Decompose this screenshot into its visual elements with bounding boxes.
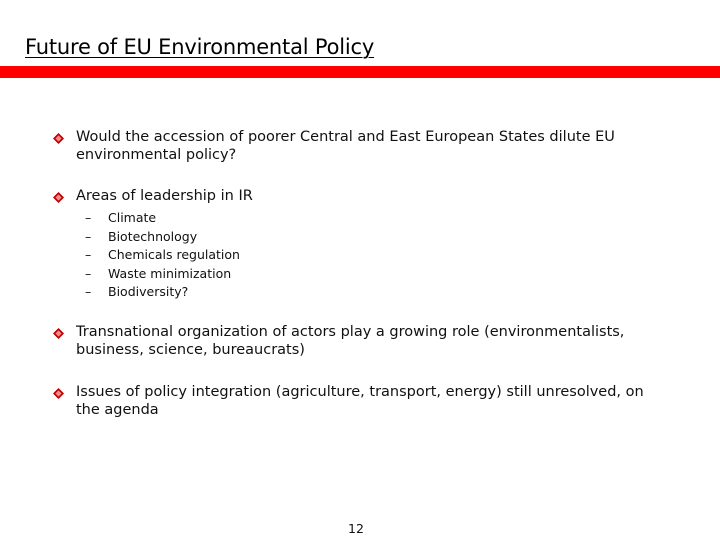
diamond-bullet-icon — [53, 388, 64, 399]
bullet-text: Transnational organization of actors play a growing role (environmentalists, business, science, bureaucrats) — [76, 324, 625, 358]
title-accent-bar — [0, 66, 720, 78]
sub-bullet-text: Chemicals regulation — [108, 247, 240, 262]
diamond-bullet-icon — [53, 328, 64, 339]
sub-bullet-text: Climate — [108, 210, 157, 225]
slide-title: Future of EU Environmental Policy — [25, 35, 375, 59]
dash-marker: – — [85, 247, 92, 262]
page-number: 12 — [348, 521, 364, 536]
dash-marker: – — [85, 265, 92, 281]
diamond-bullet-icon — [53, 133, 64, 144]
dash-marker: – — [85, 210, 92, 225]
diamond-bullet-icon — [53, 192, 64, 203]
bullet-text: Would the accession of poorer Central and East European States dilute EU environmental policy? — [76, 129, 615, 163]
dash-marker: – — [85, 284, 92, 299]
bullet-text: Issues of policy integration (agriculture, transport, energy) still unresolved, on the agenda — [76, 384, 644, 418]
sub-bullet-text: Biodiversity? — [108, 284, 189, 299]
dash-marker: – — [85, 228, 92, 244]
sub-bullet-text: Waste minimization — [108, 265, 232, 281]
bullet-text: Areas of leadership in IR — [76, 188, 253, 204]
sub-bullet-text: Biotechnology — [108, 228, 198, 244]
